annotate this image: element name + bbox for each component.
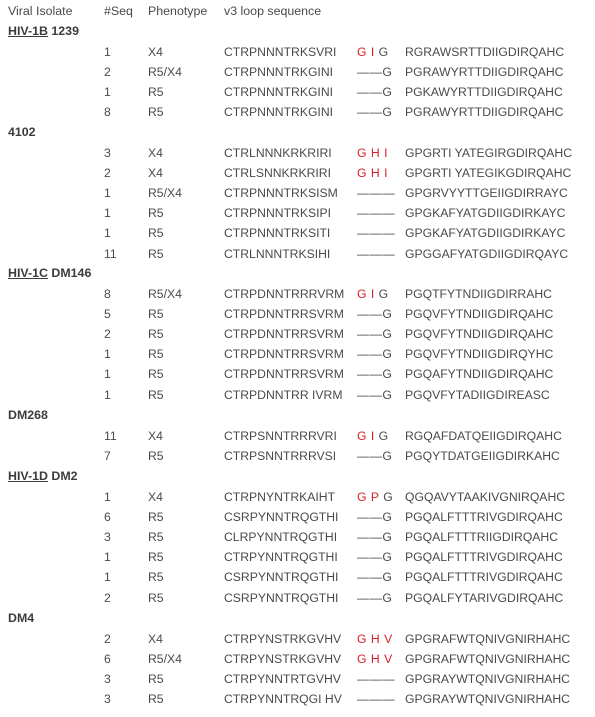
motif-residue: ———	[357, 671, 396, 686]
loop-tip-motif	[357, 429, 389, 443]
motif-residue: ———	[357, 185, 396, 200]
phenotype: R5	[148, 590, 164, 605]
seq-count: 1	[104, 387, 111, 402]
isolate-group-label	[8, 611, 34, 625]
loop-tip-motif	[357, 105, 392, 119]
sequence-prefix: CTRPSNNTRRRVSI	[224, 448, 337, 463]
seq-count: 1	[104, 347, 111, 362]
seq-count: 2	[104, 326, 111, 341]
seq-count: 1	[104, 185, 111, 200]
seq-count: 11	[104, 428, 117, 443]
isolate-name: DM268	[8, 408, 48, 422]
sequence-suffix: PGQALFTTTRIVGDIRQAHC	[405, 570, 563, 585]
table-row	[0, 186, 595, 206]
seq-count: 2	[104, 590, 111, 605]
sequence-suffix: GPGRTI YATEGIRGDIRQAHC	[405, 145, 573, 160]
phenotype: R5	[148, 206, 164, 221]
loop-tip-motif	[357, 65, 392, 79]
table-row	[0, 287, 595, 307]
motif-residue: G	[382, 64, 393, 79]
motif-residue: G	[382, 448, 393, 463]
loop-tip-motif	[357, 146, 388, 160]
sequence-prefix: CTRPNYNTRKAIHT	[224, 489, 336, 504]
subtype-label: HIV-1C	[8, 266, 48, 280]
loop-tip-motif	[357, 449, 392, 463]
phenotype: R5	[148, 226, 164, 241]
sequence-suffix: PGRAWYRTTDIIGDIRQAHC	[405, 105, 564, 120]
motif-residue: G	[378, 286, 389, 301]
sequence-suffix: RGQAFDATQEIIGDIRQAHC	[405, 428, 562, 443]
table-row	[0, 85, 595, 105]
phenotype: R5	[148, 692, 164, 707]
sequence-suffix: PGQALFTTTRIIGDIRQAHC	[405, 529, 559, 544]
highlighted-residue: I	[384, 165, 388, 180]
table-row	[0, 347, 595, 367]
loop-tip-motif	[357, 652, 393, 666]
phenotype: R5	[148, 570, 164, 585]
highlighted-residue: H	[370, 165, 381, 180]
motif-residue: ——	[357, 509, 383, 524]
table-row	[0, 226, 595, 246]
loop-tip-motif	[357, 347, 392, 361]
motif-residue: G	[382, 387, 393, 402]
seq-count: 3	[104, 671, 111, 686]
motif-residue: ———	[357, 206, 396, 221]
sequence-suffix: QGQAVYTAAKIVGNIRQAHC	[405, 489, 566, 504]
motif-residue: G	[382, 326, 393, 341]
motif-residue: ——	[357, 448, 383, 463]
loop-tip-motif	[357, 490, 393, 504]
motif-residue: ———	[357, 692, 396, 707]
motif-residue: ———	[357, 226, 396, 241]
phenotype: R5/X4	[148, 185, 182, 200]
seq-count: 2	[104, 165, 111, 180]
table-row	[0, 45, 595, 65]
sequence-suffix: GPGKAFYATGDIIGDIRKAYC	[405, 206, 566, 221]
sequence-prefix: CTRPYNSTRKGVHV	[224, 651, 342, 666]
motif-residue: G	[383, 489, 394, 504]
highlighted-residue: G	[357, 651, 367, 666]
loop-tip-motif	[357, 45, 389, 59]
loop-tip-motif	[357, 327, 392, 341]
phenotype: R5	[148, 84, 164, 99]
sequence-prefix: CTRLNNNKRKRIRI	[224, 145, 332, 160]
sequence-prefix: CTRPYNNTRQGI HV	[224, 692, 342, 707]
isolate-group-label	[8, 469, 78, 483]
sequence-suffix: GPGKAFYATGDIIGDIRKAYC	[405, 226, 566, 241]
sequence-suffix: PGRAWYRTTDIIGDIRQAHC	[405, 64, 564, 79]
loop-tip-motif	[357, 591, 392, 605]
table-row	[0, 166, 595, 186]
phenotype: X4	[148, 145, 163, 160]
motif-residue: ——	[357, 326, 383, 341]
table-row	[0, 307, 595, 327]
sequence-suffix: GPGGAFYATGDIIGDIRQAYC	[405, 246, 569, 261]
phenotype: R5	[148, 387, 164, 402]
loop-tip-motif	[357, 570, 392, 584]
subtype-label: HIV-1D	[8, 469, 48, 483]
sequence-suffix: PGQVFYTNDIIGDIRQAHC	[405, 326, 554, 341]
seq-count: 3	[104, 692, 111, 707]
seq-count: 2	[104, 631, 111, 646]
table-row	[0, 632, 595, 652]
seq-count: 1	[104, 367, 111, 382]
highlighted-residue: G	[357, 631, 367, 646]
table-row	[0, 388, 595, 408]
table-row	[0, 490, 595, 510]
table-row	[0, 510, 595, 530]
seq-count: 5	[104, 306, 111, 321]
sequence-prefix: CTRPSNNTRRRVRI	[224, 428, 337, 443]
seq-count: 11	[104, 246, 117, 261]
loop-tip-motif	[357, 85, 392, 99]
sequence-suffix: PGQAFYTNDIIGDIRQAHC	[405, 367, 554, 382]
isolate-name: 1239	[51, 24, 79, 38]
motif-residue: G	[382, 529, 393, 544]
phenotype: R5	[148, 448, 164, 463]
seq-count: 8	[104, 105, 111, 120]
motif-residue: G	[382, 105, 393, 120]
sequence-prefix: CTRPDNNTRRSVRM	[224, 326, 344, 341]
sequence-prefix: CTRPNNNTRKSIPI	[224, 206, 331, 221]
table-row	[0, 429, 595, 449]
header-phenotype: Phenotype	[148, 4, 208, 18]
table-row	[0, 146, 595, 166]
phenotype: X4	[148, 44, 163, 59]
sequence-suffix: GPGRAFWTQNIVGNIRHAHC	[405, 651, 571, 666]
table-row	[0, 591, 595, 611]
phenotype: R5	[148, 671, 164, 686]
loop-tip-motif	[357, 632, 393, 646]
loop-tip-motif	[357, 388, 392, 402]
sequence-prefix: CTRPYNNTRTGVHV	[224, 671, 341, 686]
sequence-prefix: CTRLNNNTRKSIHI	[224, 246, 331, 261]
sequence-prefix: CTRPDNNTRRSVRM	[224, 306, 344, 321]
motif-residue: G	[382, 570, 393, 585]
loop-tip-motif	[357, 530, 392, 544]
seq-count: 1	[104, 570, 111, 585]
isolate-group-label	[8, 266, 91, 280]
motif-residue: ———	[357, 246, 396, 261]
phenotype: R5	[148, 306, 164, 321]
motif-residue: G	[378, 44, 389, 59]
table-row	[0, 530, 595, 550]
phenotype: R5	[148, 367, 164, 382]
highlighted-residue: I	[370, 286, 375, 301]
sequence-prefix: CTRPDNNTRRRVRM	[224, 286, 345, 301]
sequence-prefix: CTRPNNNTRKGINI	[224, 64, 334, 79]
isolate-group-label	[8, 408, 48, 422]
sequence-suffix: RGRAWSRTTDIIGDIRQAHC	[405, 44, 565, 59]
highlighted-residue: G	[357, 145, 367, 160]
sequence-suffix: PGQVFYTNDIIGDIRQYHC	[405, 347, 554, 362]
header-num-seq: #Seq	[104, 4, 133, 18]
isolate-name: DM4	[8, 611, 35, 625]
sequence-prefix: CTRPDNNTRRSVRM	[224, 367, 344, 382]
motif-residue: G	[382, 590, 393, 605]
isolate-name: DM146	[51, 266, 92, 280]
sequence-prefix: CTRLSNNKRKRIRI	[224, 165, 331, 180]
sequence-suffix: PGQTFYTNDIIGDIRRAHC	[405, 286, 552, 301]
highlighted-residue: G	[357, 489, 367, 504]
phenotype: R5	[148, 326, 164, 341]
sequence-prefix: CTRPYNSTRKGVHV	[224, 631, 342, 646]
sequence-suffix: PGQVFYTNDIIGDIRQAHC	[405, 306, 554, 321]
sequence-prefix: CTRPDNNTRRSVRM	[224, 347, 344, 362]
loop-tip-motif	[357, 692, 395, 706]
loop-tip-motif	[357, 287, 389, 301]
highlighted-residue: I	[370, 44, 375, 59]
sequence-prefix: CTRPNNNTRKSITI	[224, 226, 331, 241]
sequence-suffix: PGQALFTTTRIVGDIRQAHC	[405, 509, 563, 524]
sequence-prefix: CLRPYNNTRQGTHI	[224, 529, 338, 544]
sequence-prefix: CTRPNNNTRKSISM	[224, 185, 338, 200]
seq-count: 1	[104, 489, 111, 504]
loop-tip-motif	[357, 226, 395, 240]
table-row	[0, 672, 595, 692]
loop-tip-motif	[357, 367, 392, 381]
seq-count: 8	[104, 286, 111, 301]
loop-tip-motif	[357, 247, 395, 261]
isolate-name: DM2	[51, 469, 78, 483]
header-viral-isolate: Viral Isolate	[8, 4, 73, 18]
seq-count: 1	[104, 206, 111, 221]
phenotype: R5	[148, 509, 164, 524]
motif-residue: ——	[357, 64, 383, 79]
sequence-prefix: CTRPDNNTRR IVRM	[224, 387, 343, 402]
sequence-suffix: PGKAWYRTTDIIGDIRQAHC	[405, 84, 563, 99]
highlighted-residue: G	[357, 44, 367, 59]
motif-residue: G	[382, 550, 393, 565]
highlighted-residue: G	[357, 428, 367, 443]
loop-tip-motif	[357, 550, 392, 564]
table-row	[0, 570, 595, 590]
seq-count: 1	[104, 84, 111, 99]
phenotype: X4	[148, 428, 163, 443]
motif-residue: ——	[357, 306, 383, 321]
motif-residue: ——	[357, 590, 383, 605]
table-row	[0, 367, 595, 387]
sequence-suffix: GPGRAYWTQNIVGNIRHAHC	[405, 692, 570, 707]
loop-tip-motif	[357, 510, 392, 524]
sequence-prefix: CTRPYNNTRQGTHI	[224, 550, 338, 565]
phenotype: X4	[148, 489, 163, 504]
isolate-group-label	[8, 125, 36, 139]
highlighted-residue: I	[384, 145, 388, 160]
motif-residue: ——	[357, 347, 383, 362]
sequence-suffix: PGQALFTTTRIVGDIRQAHC	[405, 550, 563, 565]
loop-tip-motif	[357, 672, 395, 686]
seq-count: 7	[104, 448, 111, 463]
sequence-suffix: GPGRTI YATEGIKGDIRQAHC	[405, 165, 572, 180]
isolate-name: 4102	[8, 125, 36, 139]
seq-count: 2	[104, 64, 111, 79]
phenotype: R5	[148, 529, 164, 544]
sequence-suffix: GPGRAYWTQNIVGNIRHAHC	[405, 671, 570, 686]
table-row	[0, 206, 595, 226]
motif-residue: G	[382, 367, 393, 382]
table-row	[0, 327, 595, 347]
phenotype: R5/X4	[148, 651, 182, 666]
sequence-suffix: PGQYTDATGEIIGDIRKAHC	[405, 448, 560, 463]
motif-residue: ——	[357, 387, 383, 402]
motif-residue: G	[382, 509, 393, 524]
motif-residue: G	[382, 84, 393, 99]
motif-residue: G	[382, 306, 393, 321]
motif-residue: ——	[357, 570, 383, 585]
motif-residue: ——	[357, 550, 383, 565]
highlighted-residue: V	[384, 631, 393, 646]
sequence-suffix: GPGRVYYTTGEIIGDIRRAYC	[405, 185, 568, 200]
sequence-prefix: CSRPYNNTRQGTHI	[224, 590, 339, 605]
highlighted-residue: H	[370, 631, 381, 646]
phenotype: R5	[148, 550, 164, 565]
subtype-label: HIV-1B	[8, 24, 48, 38]
sequence-suffix: PGQALFYTARIVGDIRQAHC	[405, 590, 564, 605]
highlighted-residue: I	[370, 428, 375, 443]
header-v3-loop-sequence: v3 loop sequence	[224, 4, 322, 18]
highlighted-residue: H	[370, 651, 381, 666]
table-row	[0, 65, 595, 85]
phenotype: X4	[148, 631, 163, 646]
loop-tip-motif	[357, 166, 388, 180]
seq-count: 3	[104, 145, 111, 160]
sequence-prefix: CTRPNNNTRKSVRI	[224, 44, 337, 59]
table-row	[0, 652, 595, 672]
highlighted-residue: P	[370, 489, 380, 504]
sequence-suffix: PGQVFYTADIIGDIREASC	[405, 387, 550, 402]
sequence-prefix: CTRPNNNTRKGINI	[224, 84, 334, 99]
motif-residue: G	[382, 347, 393, 362]
isolate-group-label	[8, 24, 79, 38]
motif-residue: ——	[357, 529, 383, 544]
sequence-prefix: CTRPNNNTRKGINI	[224, 105, 334, 120]
table-row	[0, 247, 595, 267]
motif-residue: ——	[357, 84, 383, 99]
motif-residue: G	[378, 428, 389, 443]
table-row	[0, 550, 595, 570]
motif-residue: ——	[357, 367, 383, 382]
sequence-suffix: GPGRAFWTQNIVGNIRHAHC	[405, 631, 571, 646]
table-row	[0, 692, 595, 712]
highlighted-residue: G	[357, 165, 367, 180]
highlighted-residue: G	[357, 286, 367, 301]
motif-residue: ——	[357, 105, 383, 120]
phenotype: R5/X4	[148, 286, 182, 301]
highlighted-residue: V	[384, 651, 393, 666]
highlighted-residue: H	[370, 145, 381, 160]
phenotype: X4	[148, 165, 163, 180]
seq-count: 1	[104, 44, 111, 59]
phenotype: R5	[148, 347, 164, 362]
seq-count: 6	[104, 651, 111, 666]
seq-count: 1	[104, 550, 111, 565]
loop-tip-motif	[357, 307, 392, 321]
seq-count: 3	[104, 529, 111, 544]
table-row	[0, 105, 595, 125]
phenotype: R5	[148, 105, 164, 120]
sequence-prefix: CSRPYNNTRQGTHI	[224, 570, 339, 585]
phenotype: R5/X4	[148, 64, 182, 79]
seq-count: 1	[104, 226, 111, 241]
seq-count: 6	[104, 509, 111, 524]
loop-tip-motif	[357, 186, 395, 200]
table-row	[0, 449, 595, 469]
loop-tip-motif	[357, 206, 395, 220]
phenotype: R5	[148, 246, 164, 261]
sequence-prefix: CSRPYNNTRQGTHI	[224, 509, 339, 524]
